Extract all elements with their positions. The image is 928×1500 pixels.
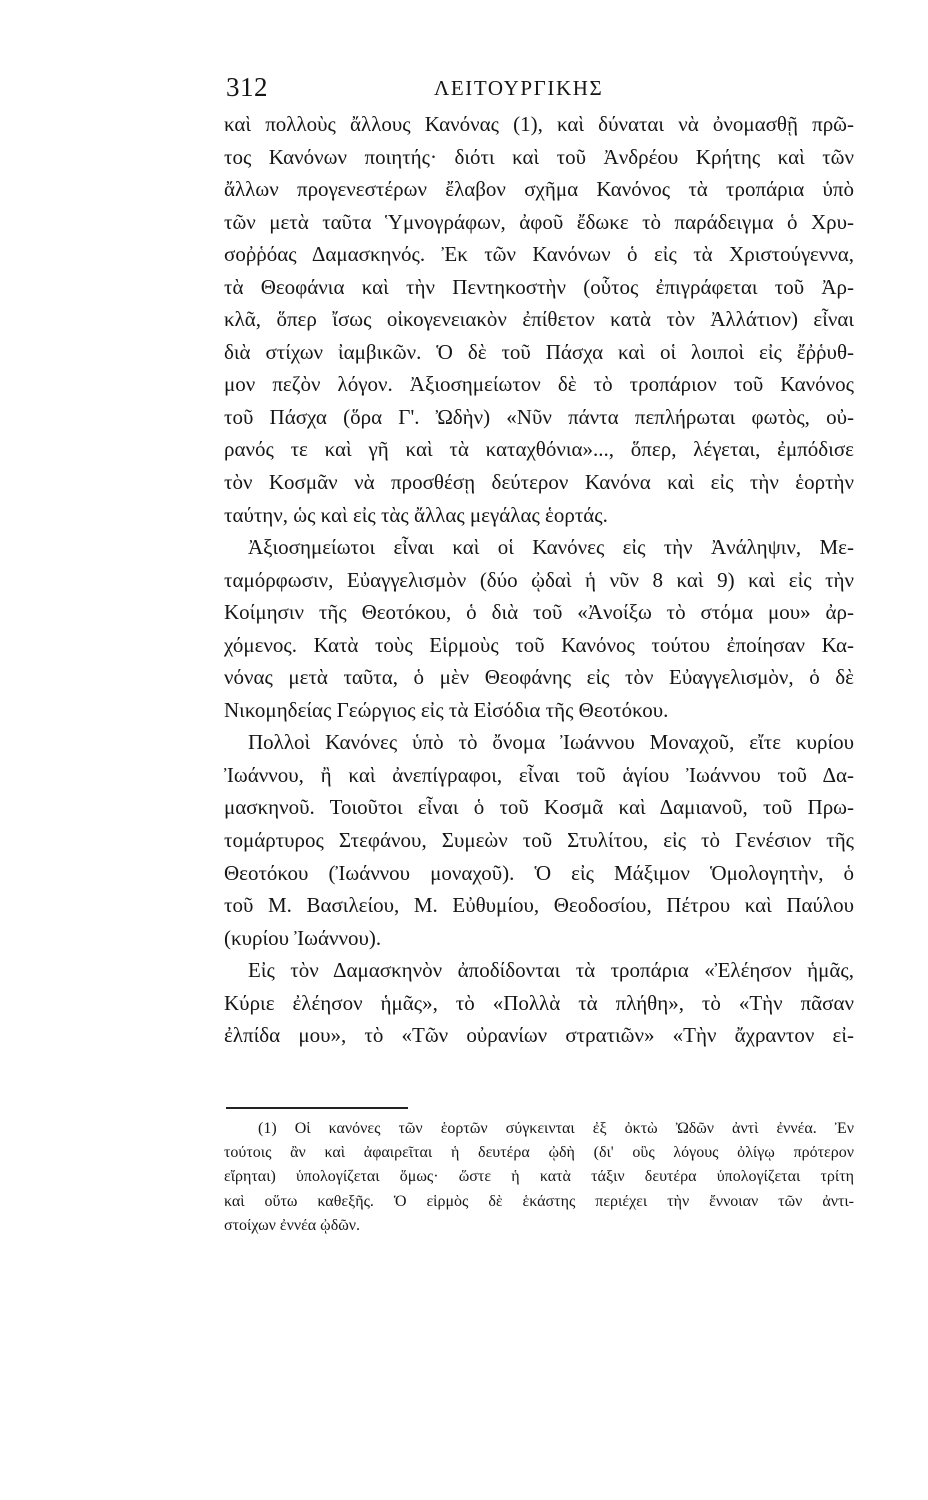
text-line: σοῤῥόας Δαμασκηνός. Ἐκ τῶν Κανόνων ὁ εἰς τὰ Χριστούγεννα, <box>224 242 854 267</box>
text-line: νόνας μετὰ ταῦτα, ὁ μὲν Θεοφάνης εἰς τὸν Εὐαγγελισμὸν, ὁ δὲ <box>224 665 854 690</box>
paragraph-start-line: Εἰς τὸν Δαμασκηνὸν ἀποδίδονται τὰ τροπάρια «Ἐλέησον ἡμᾶς, <box>248 958 854 983</box>
footnote-line: στοίχων ἐννέα ᾠδῶν. <box>224 1216 360 1234</box>
text-line: τος Κανόνων ποιητής· διότι καὶ τοῦ Ἀνδρέου Κρήτης καὶ τῶν <box>224 144 854 169</box>
text-line: ἄλλων προγενεστέρων ἔλαβον σχῆμα Κανόνος τὰ τροπάρια ὑπὸ <box>224 177 854 202</box>
text-line: ρανός τε καὶ γῆ καὶ τὰ καταχθόνια»..., ὅπερ, λέγεται, ἐμπόδισε <box>224 437 854 462</box>
text-line: χόμενος. Κατὰ τοὺς Εἱρμοὺς τοῦ Κανόνος τούτου ἐποίησαν Κα- <box>224 632 854 657</box>
text-line: κλᾶ, ὅπερ ἴσως οἰκογενειακὸν ἐπίθετον κατὰ τὸν Ἀλλάτιον) εἶναι <box>224 307 854 332</box>
text-line: Κοίμησιν τῆς Θεοτόκου, ὁ διὰ τοῦ «Ἀνοίξω τὸ στόμα μου» ἀρ- <box>224 600 854 625</box>
text-line: Θεοτόκου (Ἰωάννου μοναχοῦ). Ὁ εἰς Μάξιμον Ὁμολογητὴν, ὁ <box>224 860 854 885</box>
text-line: τομάρτυρος Στεφάνου, Συμεὼν τοῦ Στυλίτου, εἰς τὸ Γενέσιον τῆς <box>224 828 854 853</box>
text-line: Νικομηδείας Γεώργιος εἰς τὰ Εἰσόδια τῆς Θεοτόκου. <box>224 697 669 722</box>
text-line: ταύτην, ὡς καὶ εἰς τὰς ἄλλας μεγάλας ἑορτάς. <box>224 502 608 527</box>
text-line: τῶν μετὰ ταῦτα Ὑμνογράφων, ἀφοῦ ἔδωκε τὸ παράδειγμα ὁ Χρυ- <box>224 209 854 234</box>
footnote-divider <box>226 1107 408 1109</box>
text-line: καὶ πολλοὺς ἄλλους Κανόνας (1), καὶ δύναται νὰ ὀνομασθῇ πρῶ- <box>224 112 854 136</box>
text-line: ταμόρφωσιν, Εὐαγγελισμὸν (δύο ᾠδαὶ ἡ νῦν 8 καὶ 9) καὶ εἰς τὴν <box>224 567 854 592</box>
paragraph-start-line: Ἀξιοσημείωτοι εἶναι καὶ οἱ Κανόνες εἰς τὴν Ἀνάληψιν, Με- <box>248 535 854 560</box>
main-text <box>224 108 854 1052</box>
text-line: τοῦ Μ. Βασιλείου, Μ. Εὐθυμίου, Θεοδοσίου, Πέτρου καὶ Παύλου <box>224 893 854 918</box>
text-line: Ἰωάννου, ἢ καὶ ἀνεπίγραφοι, εἶναι τοῦ ἁγίου Ἰωάννου τοῦ Δα- <box>224 762 854 787</box>
footnote <box>224 1117 854 1238</box>
footnote-line: εἴρηται) ὑπολογίζεται ὅμως· ὥστε ἡ κατὰ τάξιν δευτέρα ὑπολογίζεται τρίτη <box>224 1168 854 1186</box>
text-line: ἐλπίδα μου», τὸ «Τῶν οὐρανίων στρατιῶν» «Τὴν ἄχραντον εἰ- <box>224 1023 854 1048</box>
footnote-line: τούτοις ἂν καὶ ἀφαιρεῖται ἡ δευτέρα ᾠδὴ (δι' οὓς λόγους ὀλίγῳ πρότερον <box>224 1144 854 1162</box>
text-line: (κυρίου Ἰωάννου). <box>224 925 382 950</box>
text-line: Κύριε ἐλέησον ἡμᾶς», τὸ «Πολλὰ τὰ πλήθη», τὸ «Τὴν πᾶσαν <box>224 990 854 1015</box>
page-number: 312 <box>226 72 268 102</box>
footnote-line: (1) Οἱ κανόνες τῶν ἑορτῶν σύγκεινται ἐξ ὀκτὼ Ὠδῶν ἀντὶ ἐννέα. Ἐν <box>258 1120 854 1137</box>
text-line: τὸν Κοσμᾶν νὰ προσθέσῃ δεύτερον Κανόνα καὶ εἰς τὴν ἑορτὴν <box>224 470 854 495</box>
running-head: ΛΕΙΤΟΥΡΓΙΚΗΣ <box>434 76 604 100</box>
page-header <box>226 68 854 108</box>
footnote-line: καὶ οὕτω καθεξῆς. Ὁ εἱρμὸς δὲ ἑκάστης περιέχει τὴν ἔννοιαν τῶν ἀντι- <box>224 1192 854 1210</box>
text-line: μασκηνοῦ. Τοιοῦτοι εἶναι ὁ τοῦ Κοσμᾶ καὶ Δαμιανοῦ, τοῦ Πρω- <box>224 795 854 820</box>
text-line: διὰ στίχων ἰαμβικῶν. Ὁ δὲ τοῦ Πάσχα καὶ οἱ λοιποὶ εἰς ἔῤῥυθ- <box>224 339 854 364</box>
text-line: τοῦ Πάσχα (ὅρα Γ'. Ὠδὴν) «Νῦν πάντα πεπλήρωται φωτὸς, οὐ- <box>224 404 854 429</box>
text-line: τὰ Θεοφάνια καὶ τὴν Πεντηκοστὴν (οὗτος ἐπιγράφεται τοῦ Ἀρ- <box>224 274 854 299</box>
text-line: μον πεζὸν λόγον. Ἀξιοσημείωτον δὲ τὸ τροπάριον τοῦ Κανόνος <box>224 372 854 397</box>
paragraph-start-line: Πολλοὶ Κανόνες ὑπὸ τὸ ὄνομα Ἰωάννου Μοναχοῦ, εἴτε κυρίου <box>248 730 854 755</box>
